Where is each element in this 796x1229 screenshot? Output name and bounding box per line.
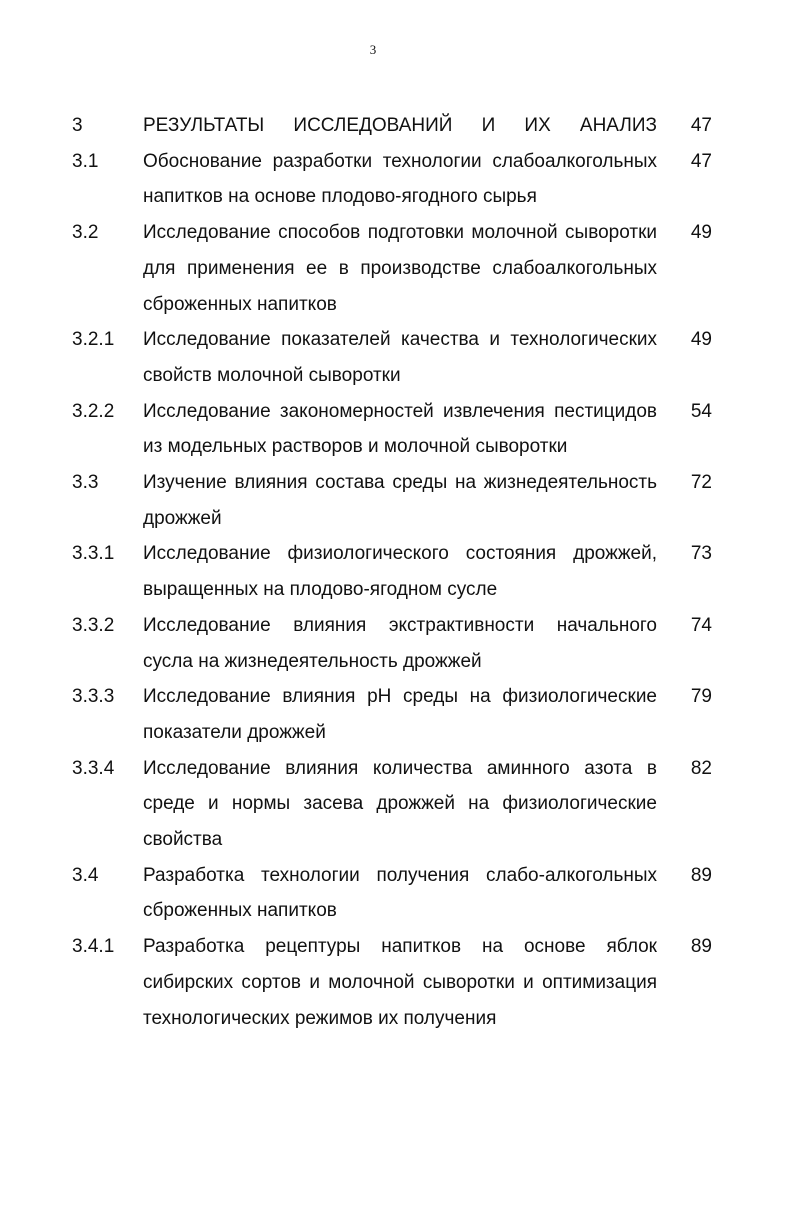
toc-entry	[72, 929, 722, 1036]
toc-entry-page: 82	[690, 757, 712, 779]
toc-entry	[72, 751, 722, 858]
toc-entry-page: 49	[690, 329, 712, 351]
toc-entry-title: Исследование влияния pH среды на физиологические показатели дрожжей	[143, 686, 657, 743]
toc-entry-number: 3.3.4	[72, 757, 115, 779]
toc-entry-number: 3.1	[72, 150, 99, 172]
toc-entry-number: 3.4	[72, 864, 99, 886]
toc-entry-number: 3.4.1	[72, 936, 115, 958]
toc-entry-page: 47	[690, 150, 712, 172]
toc-entry-title: Исследование влияния экстрактивности начального сусла на жизнедеятельность дрожжей	[143, 614, 657, 672]
toc-entry-number: 3.3.1	[72, 543, 115, 565]
toc-entry-number: 3.2.2	[72, 400, 115, 422]
toc-entry-title: Разработка рецептуры напитков на основе яблок сибирских сортов и молочной сыворотки и оптимизация технологических режимов их получения	[143, 936, 657, 1029]
toc-entry	[72, 465, 722, 536]
toc-entry-page: 89	[690, 864, 712, 886]
toc-entry-title: Исследование закономерностей извлечения пестицидов из модельных растворов и молочной сыворотки	[143, 400, 657, 458]
toc-entry-title: Обоснование разработки технологии слабоалкогольных напитков на основе плодово-ягодного сырья	[143, 150, 657, 208]
toc-entry-number: 3.2.1	[72, 329, 115, 351]
toc-entry-number: 3	[72, 115, 83, 136]
toc-entry-number: 3.3	[72, 472, 99, 494]
toc-entry-page: 72	[690, 472, 712, 494]
toc-entry-page: 54	[690, 400, 712, 422]
toc-entry	[72, 394, 722, 465]
toc-entry-number: 3.3.2	[72, 614, 115, 636]
toc-entry	[72, 679, 722, 750]
toc-entry-title: Исследование показателей качества и технологических свойств молочной сыворотки	[143, 329, 657, 386]
toc-entry-title: Исследование влияния количества аминного азота в среде и нормы засева дрожжей на физиологические свойства	[143, 757, 657, 851]
toc-entry	[72, 215, 722, 322]
toc-entry-page: 79	[690, 686, 712, 708]
toc-entry-title: Изучение влияния состава среды на жизнедеятельность дрожжей	[143, 472, 657, 529]
toc-entry	[72, 322, 722, 393]
toc-entry-page: 47	[690, 115, 712, 136]
toc-entry-page: 74	[690, 614, 712, 636]
toc-entry-title: РЕЗУЛЬТАТЫ ИССЛЕДОВАНИЙ И ИХ АНАЛИЗ	[143, 115, 657, 136]
toc-entry-title: Исследование физиологического состояния дрожжей, выращенных на плодово-ягодном сусле	[143, 543, 657, 601]
toc-entry	[72, 108, 722, 144]
table-of-contents	[72, 108, 722, 1036]
toc-entry-page: 73	[690, 543, 712, 565]
toc-entry-number: 3.3.3	[72, 686, 115, 708]
toc-entry	[72, 858, 722, 929]
toc-entry-page: 89	[690, 936, 712, 958]
toc-entry	[72, 144, 722, 215]
toc-entry-title: Исследование способов подготовки молочной сыворотки для применения ее в производстве слабоалкогольных сброженных напитков	[143, 222, 657, 315]
toc-entry-number: 3.2	[72, 222, 99, 244]
toc-entry-page: 49	[690, 222, 712, 244]
toc-entry-title: Разработка технологии получения слабо-алкогольных сброженных напитков	[143, 864, 657, 922]
page-number: 3	[369, 42, 377, 57]
toc-entry	[72, 608, 722, 679]
toc-entry	[72, 536, 722, 607]
